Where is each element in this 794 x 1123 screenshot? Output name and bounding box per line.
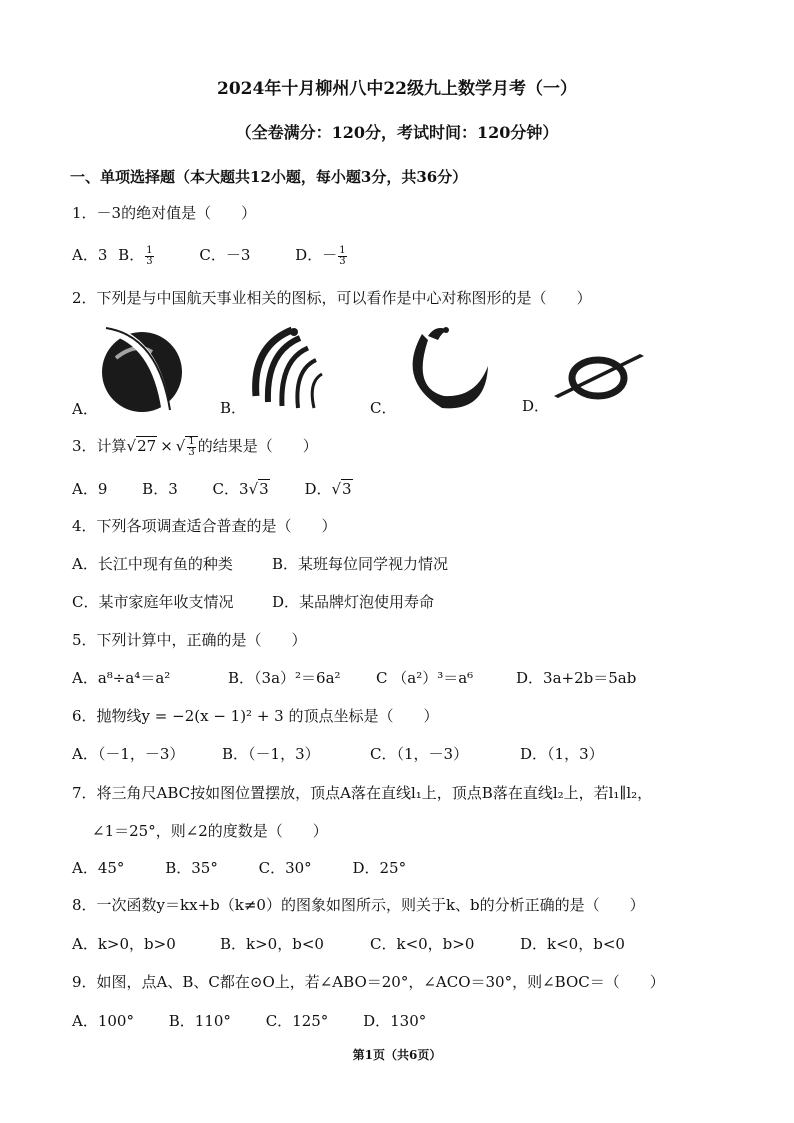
q3-option-c[interactable]: C．3√3 bbox=[212, 480, 269, 498]
q5-option-a[interactable]: A．a⁸÷a⁴＝a² bbox=[72, 669, 171, 687]
q8-option-c[interactable]: C．k<0，b>0 bbox=[370, 935, 475, 953]
q3-option-a[interactable]: A．9 bbox=[72, 480, 108, 498]
q9-option-c[interactable]: C．125° bbox=[265, 1012, 329, 1030]
q3-options bbox=[72, 479, 353, 499]
q6-option-d[interactable]: D．（1，3） bbox=[520, 745, 604, 763]
q4-stem: 4．下列各项调查适合普查的是（ ） bbox=[72, 517, 337, 535]
crescent-bird-logo-icon bbox=[402, 322, 492, 414]
q7-stem-line1: 7．将三角尺ABC按如图位置摆放，顶点A落在直线l₁上，顶点B落在直线l₂上，若l₁∥l₂， bbox=[72, 784, 653, 802]
q2-option-b[interactable]: B． bbox=[220, 399, 247, 417]
q7-option-c[interactable]: C．30° bbox=[258, 859, 312, 877]
q4-option-c[interactable]: C．某市家庭年收支情况 bbox=[72, 593, 234, 611]
q9-option-d[interactable]: D．130° bbox=[363, 1012, 427, 1030]
q9-options bbox=[72, 1011, 426, 1031]
q9-option-a[interactable]: A．100° bbox=[72, 1012, 134, 1030]
q4-option-d[interactable]: D．某品牌灯泡使用寿命 bbox=[272, 593, 435, 611]
q7-options bbox=[72, 858, 406, 878]
q5-option-d[interactable]: D．3a+2b＝5ab bbox=[516, 669, 637, 687]
q9-stem: 9．如图，点A、B、C都在⊙O上，若∠ABO＝20°，∠ACO＝30°，则∠BOC＝（ ） bbox=[72, 973, 665, 991]
q8-option-a[interactable]: A．k>0，b>0 bbox=[72, 935, 176, 953]
planet-ring-logo-icon bbox=[96, 322, 188, 414]
q6-option-c[interactable]: C．（1，－3） bbox=[370, 745, 469, 763]
q3-option-d[interactable]: D．√3 bbox=[304, 480, 352, 498]
q8-option-b[interactable]: B．k>0，b<0 bbox=[220, 935, 324, 953]
q6-option-a[interactable]: A．（－1，－3） bbox=[72, 745, 185, 763]
q7-option-d[interactable]: D．25° bbox=[352, 859, 407, 877]
slashed-circle-logo-icon bbox=[556, 352, 646, 402]
q1-option-d[interactable]: D．－ $\frac{1}{3}$ bbox=[295, 244, 346, 267]
q9-option-b[interactable]: B．110° bbox=[168, 1012, 231, 1030]
q5-option-c[interactable]: C （a²）³＝a⁶ bbox=[376, 669, 474, 687]
page-title: 2024年十月柳州八中22级九上数学月考（一） bbox=[217, 79, 577, 99]
q1-option-c[interactable]: C．－3 bbox=[199, 246, 251, 264]
arc-stripes-logo-icon bbox=[246, 326, 336, 410]
q8-stem: 8．一次函数y＝kx+b（k≠0）的图象如图所示，则关于k、b的分析正确的是（ ） bbox=[72, 896, 645, 914]
q5-option-b[interactable]: B．（3a）²＝6a² bbox=[228, 669, 341, 687]
q3-stem: 3．计算√27 × √ $\frac{1}{3}$ 的结果是（ ） bbox=[72, 435, 318, 458]
q2-option-a[interactable]: A． bbox=[72, 400, 98, 418]
q2-option-d[interactable]: D． bbox=[522, 397, 550, 415]
q7-stem-line2: ∠1＝25°，则∠2的度数是（ ） bbox=[92, 822, 328, 840]
q4-option-b[interactable]: B．某班每位同学视力情况 bbox=[272, 555, 449, 573]
q1-option-b[interactable]: B． $\frac{1}{3}$ bbox=[118, 244, 153, 267]
q2-option-c[interactable]: C． bbox=[370, 399, 397, 417]
q3-option-b[interactable]: B．3 bbox=[142, 480, 178, 498]
q4-option-a[interactable]: A．长江中现有鱼的种类 bbox=[72, 555, 233, 573]
page-subtitle: （全卷满分：120分，考试时间：120分钟） bbox=[235, 123, 559, 142]
page-footer: 第1页（共6页） bbox=[352, 1048, 442, 1062]
q8-option-d[interactable]: D．k<0，b<0 bbox=[520, 935, 625, 953]
section-heading: 一、单项选择题（本大题共12小题，每小题3分，共36分） bbox=[70, 168, 468, 186]
q6-option-b[interactable]: B．（－1，3） bbox=[222, 745, 320, 763]
q1-option-a[interactable]: A．3 bbox=[72, 246, 108, 264]
q1-stem: 1．－3的绝对值是（ ） bbox=[72, 204, 257, 222]
q5-stem: 5．下列计算中，正确的是（ ） bbox=[72, 631, 307, 649]
q2-stem: 2．下列是与中国航天事业相关的图标，可以看作是中心对称图形的是（ ） bbox=[72, 289, 592, 307]
q7-option-a[interactable]: A．45° bbox=[72, 859, 125, 877]
q7-option-b[interactable]: B．35° bbox=[165, 859, 218, 877]
q6-stem: 6．抛物线y = −2(x − 1)² + 3 的顶点坐标是（ ） bbox=[72, 707, 439, 725]
q1-options bbox=[72, 245, 348, 267]
